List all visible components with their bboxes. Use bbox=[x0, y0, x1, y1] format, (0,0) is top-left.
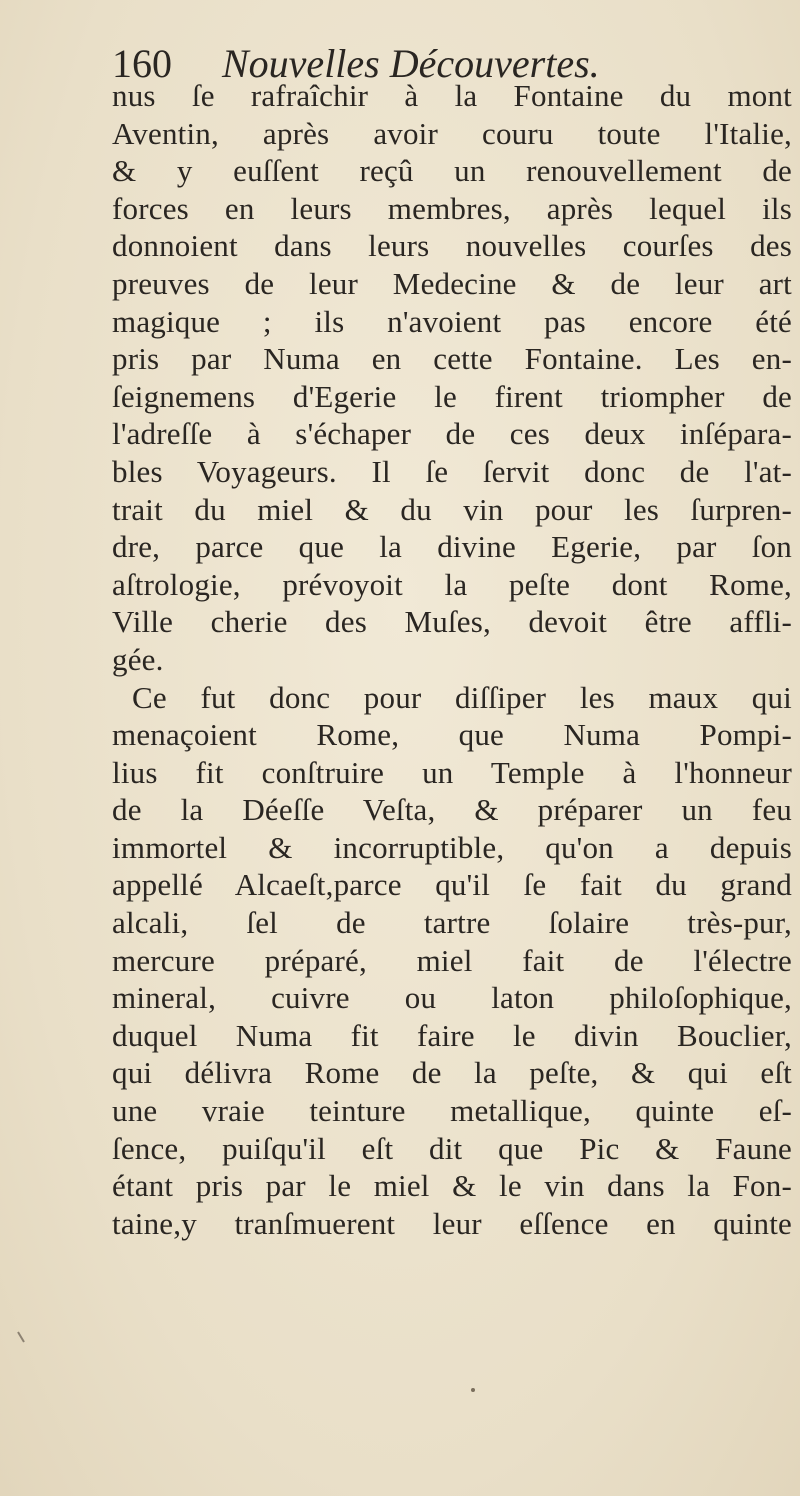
text-line: immortel & incorruptible, qu'on a depuis bbox=[112, 829, 792, 865]
text-line: menaçoient Rome, que Numa Pompi- bbox=[112, 717, 792, 753]
text-line: alcali, ſel de tartre ſolaire très-pur, bbox=[112, 905, 792, 941]
text-line: dre, parce que la divine Egerie, par ſon bbox=[112, 529, 792, 565]
text-line: mercure préparé, miel fait de l'électre bbox=[112, 942, 792, 978]
text-line: l'adreſſe à s'échaper de ces deux inſépara- bbox=[112, 416, 792, 452]
text-line: Ce fut donc pour diſſiper les maux qui bbox=[132, 679, 792, 715]
text-line: donnoient dans leurs nouvelles courſes des bbox=[112, 228, 792, 264]
text-line: de la Déeſſe Veſta, & préparer un feu bbox=[112, 792, 792, 828]
text-line: gée. bbox=[112, 641, 164, 677]
body-text bbox=[112, 77, 792, 1242]
paper-specks bbox=[0, 1300, 800, 1496]
text-line: pris par Numa en cette Fontaine. Les en- bbox=[112, 341, 792, 377]
text-line: ſeignemens d'Egerie le firent triompher de bbox=[112, 378, 792, 414]
text-line: mineral, cuivre ou laton philoſophique, bbox=[112, 980, 792, 1016]
paper-speck bbox=[18, 1332, 24, 1342]
text-line: duquel Numa fit faire le divin Bouclier, bbox=[112, 1017, 792, 1053]
running-title: Nouvelles Découvertes. bbox=[222, 41, 600, 86]
text-line: Aventin, après avoir couru toute l'Italie, bbox=[112, 115, 792, 151]
text-line: taine,y tranſmuerent leur eſſence en quinte bbox=[112, 1205, 792, 1241]
text-line: lius fit conſtruire un Temple à l'honneur bbox=[112, 754, 792, 790]
text-line: aſtrologie, prévoyoit la peſte dont Rome, bbox=[112, 566, 792, 602]
text-line: nus ſe rafraîchir à la Fontaine du mont bbox=[112, 78, 792, 113]
text-line: & y euſſent reçû un renouvellement de bbox=[112, 153, 792, 189]
page-number: 160 bbox=[112, 41, 172, 86]
paper-speck bbox=[471, 1388, 475, 1392]
text-line: appellé Alcaeſt,parce qu'il ſe fait du grand bbox=[112, 867, 792, 903]
text-line: forces en leurs membres, après lequel ils bbox=[112, 190, 792, 226]
text-line: magique ; ils n'avoient pas encore été bbox=[112, 303, 792, 339]
text-line: trait du miel & du vin pour les ſurpren- bbox=[112, 491, 792, 527]
text-line: preuves de leur Medecine & de leur art bbox=[112, 265, 792, 301]
text-line: qui délivra Rome de la peſte, & qui eſt bbox=[112, 1055, 792, 1091]
text-line: une vraie teinture metallique, quinte eſ- bbox=[112, 1093, 792, 1129]
text-line: Ville cherie des Muſes, devoit être affli- bbox=[112, 604, 792, 640]
text-line: ſence, puiſqu'il eſt dit que Pic & Faune bbox=[112, 1130, 792, 1166]
text-line: bles Voyageurs. Il ſe ſervit donc de l'at- bbox=[112, 453, 792, 489]
text-line: étant pris par le miel & le vin dans la Fon- bbox=[112, 1168, 792, 1204]
